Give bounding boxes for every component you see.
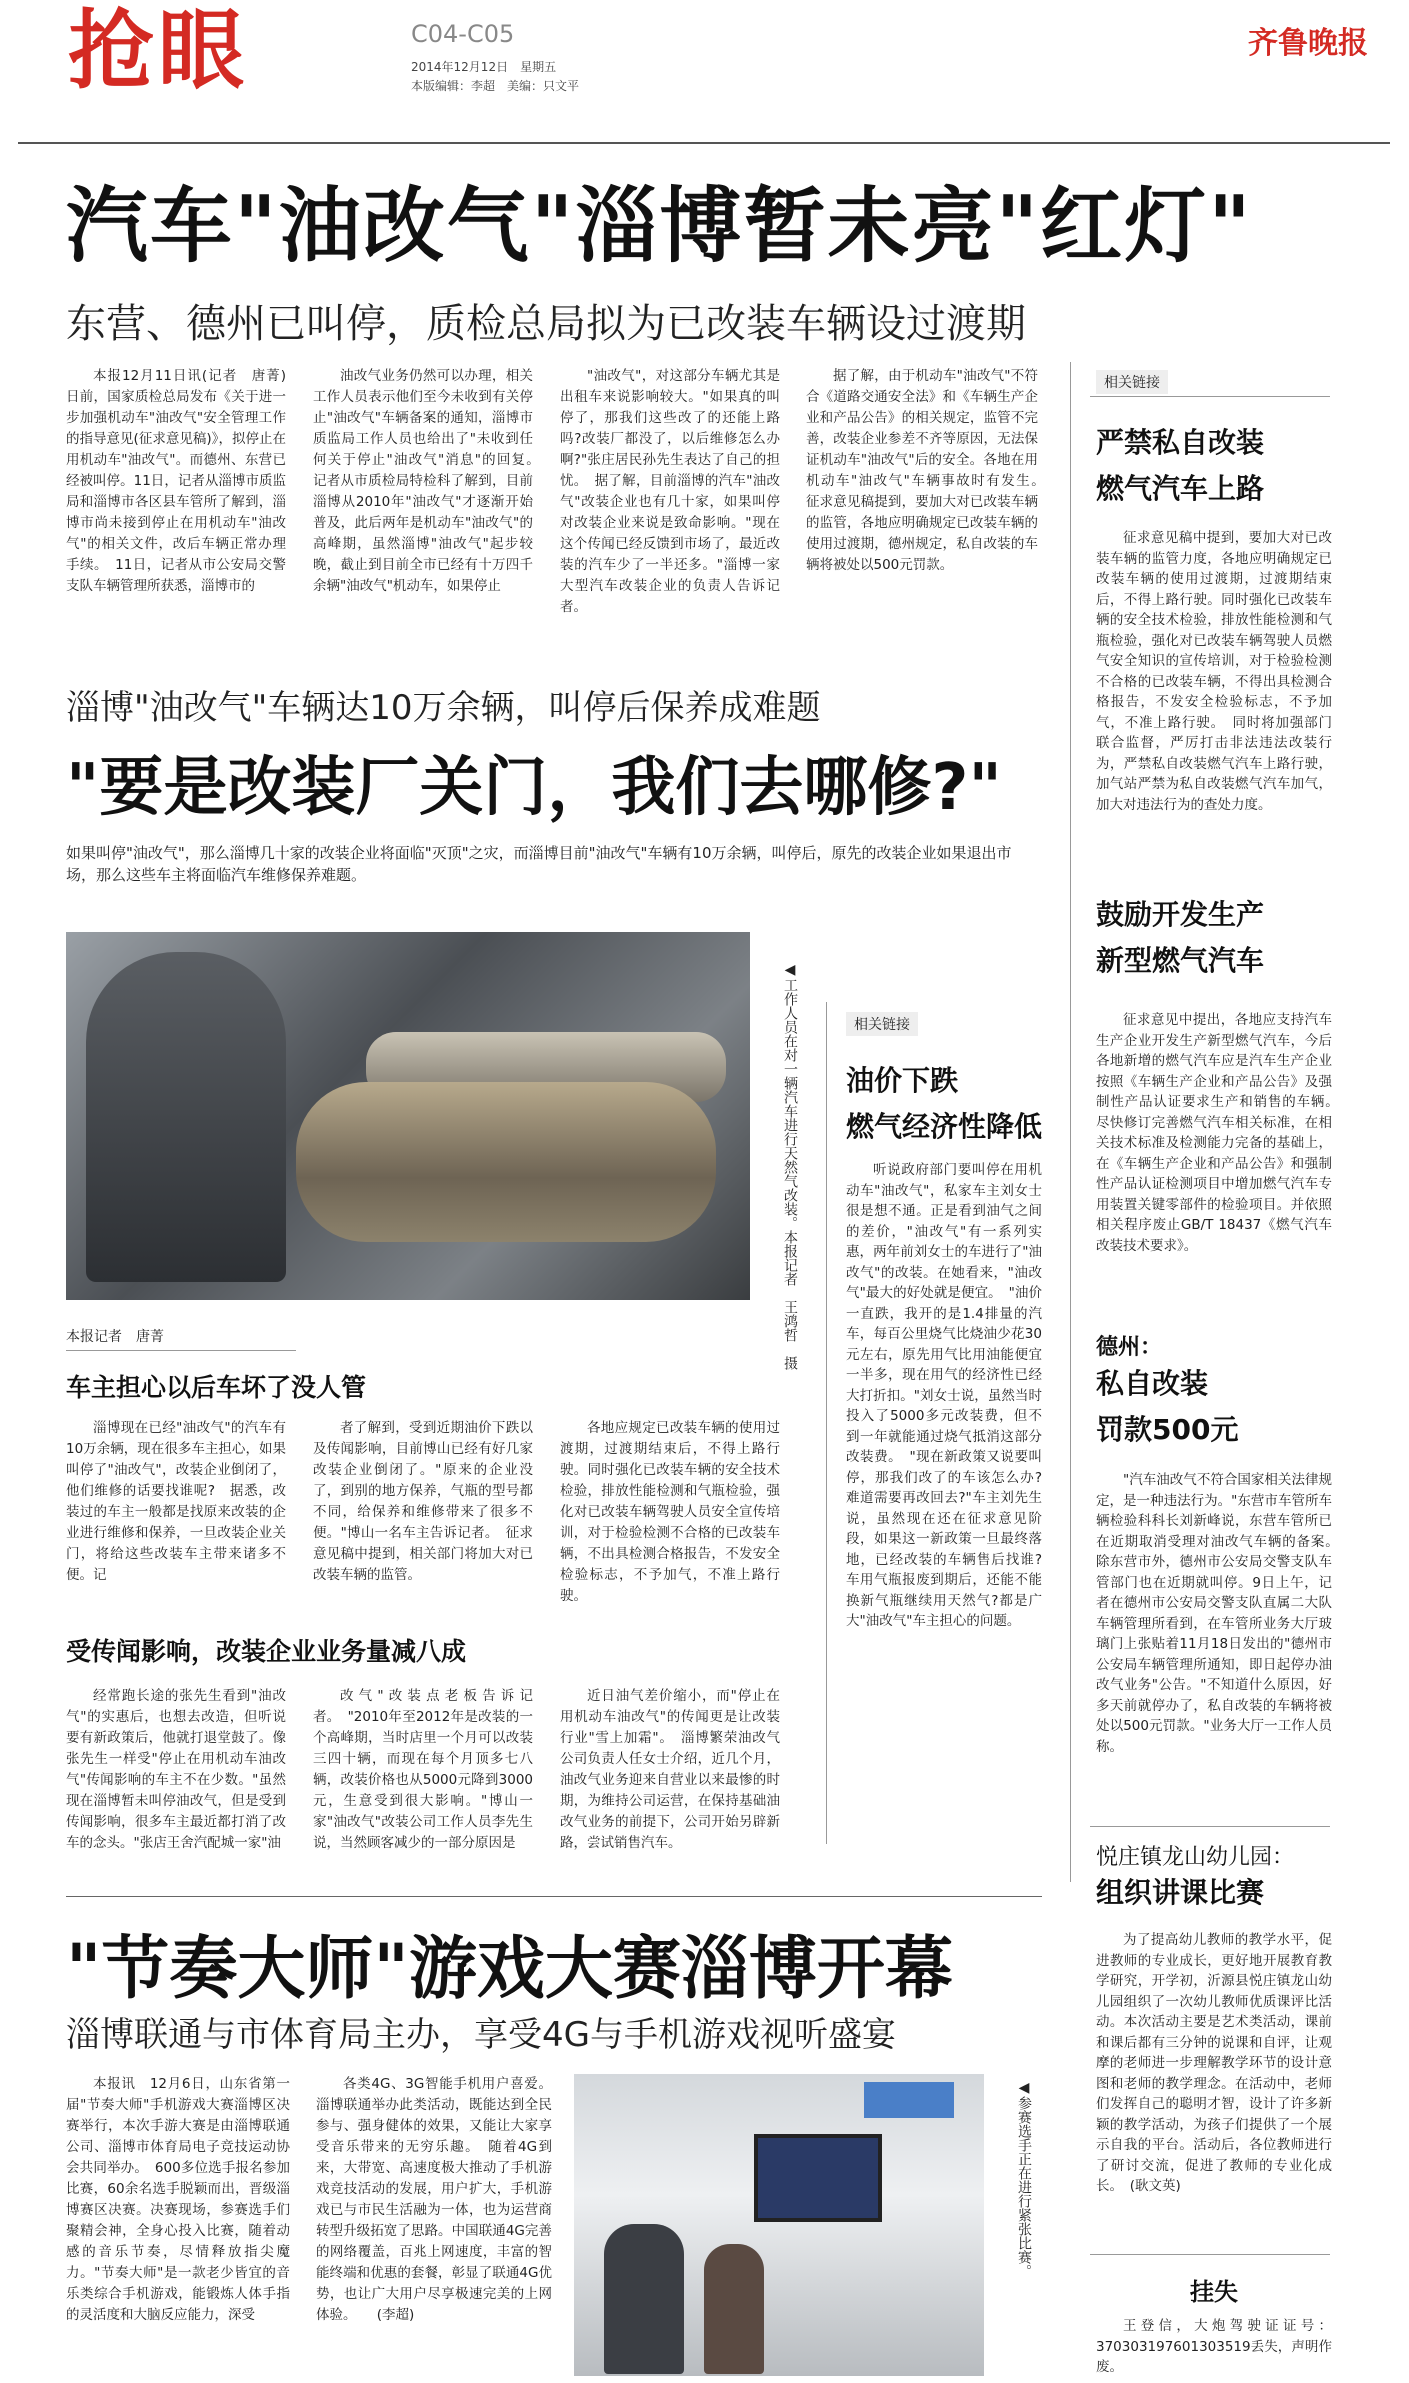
story3-deck: 淄博联通与市体育局主办，享受4G与手机游戏视听盛宴 bbox=[66, 2015, 896, 2055]
sidebar-text4-body: 为了提高幼儿教师的教学水平，促进教师的专业成长，更好地开展教育教学研究，开学初，沂源县悦庄镇龙山幼儿园组织了一次幼儿教师优质课评比活动。本次活动主要是艺术类活动，课前和课后都有三分钟的说课和自评，让观摩的老师进一步理解教学环节的设计意图和老师的教学理念。在活动中，老师们发挥自己的聪明才智，设计了许多新颖的教学活动，为孩子们提供了一个展示自我的平台。活动后，各位教师进行了研讨交流，促进了教师的专业化成长。 (耿文英) bbox=[1096, 1932, 1332, 2194]
editors-line: 本版编辑：李超 美编：只文平 bbox=[411, 79, 580, 93]
photo-screen bbox=[754, 2134, 882, 2222]
sidebar-head1-line1: 严禁私自改装 bbox=[1096, 426, 1265, 459]
section-head-owners: 车主担心以后车坏了没人管 bbox=[66, 1373, 367, 1402]
story1-col1-text: 本报12月11日讯(记者 唐菁) 日前，国家质检总局发布《关于进一步加强机动车"油改气"安全管理工作的指导意见(征求意见稿)》，拟停止在用机动车"油改气"。而德州、东营已经被叫停。11日，记者从淄博市质监局和淄博市各区县车管所了解到，淄博市尚未接到停止在用机动车"油改气"的相关文件，改后车辆正常办理手续。 11日，记者从市公安局交警支队车辆管理所获悉，淄博市的 bbox=[66, 368, 300, 594]
sidebar-head3-line1: 私自改装 bbox=[1096, 1367, 1209, 1400]
sidebar-label: 相关链接 bbox=[1096, 370, 1168, 394]
story3-rule bbox=[66, 1896, 1042, 1897]
sec1-col1-text: 淄博现在已经"油改气"的汽车有10万余辆，现在很多车主担心，如果叫停了"油改气"，改装企业倒闭了，他们维修的话要找谁呢? 据悉，改装过的车主一般都是找原来改装的企业进行维修和保养，一旦改装企业关门，将给这些改装车主带来诸多不便。记 bbox=[66, 1420, 286, 1583]
photo-sign bbox=[864, 2082, 954, 2118]
box-text-body: 听说政府部门要叫停在用机动车"油改气"，私家车主刘女士很是想不通。正是看到油气之间的差价，"油改气"有一系列实惠，两年前刘女士的车进行了"油改气"的改装。在她看来，"油改气"最大的好处就是便宜。 "油价一直跌，我开的是1.4排量的汽车，每百公里烧气比烧油少花30元左右，原先用气比用油能便宜一半多，现在用气的经济性已经大打折扣。"刘女士说，虽然当时投入了5000多元改装费，但不到一年就能通过烧气抵消这部分改装费。 "现在新政策又说要叫停，那我们改了的车该怎么办?难道需要再改回去?"车主刘先生说，虽然现在还在征求意见阶段，如果这一新政策一旦最终落地，已经改装的车辆售后找谁?车用气瓶报废到期后，还能不能换新气瓶继续用天然气?都是广大"油改气"车主担心的问题。 bbox=[846, 1162, 1042, 1629]
photo1-caption: ◀工作人员在对一辆汽车进行天然气改装。本报记者 王鸿哲 摄 bbox=[782, 962, 798, 1370]
box-text bbox=[846, 1160, 1042, 1632]
story1-deck: 东营、德州已叫停，质检总局拟为已改装车辆设过渡期 bbox=[66, 301, 1026, 347]
sidebar-head4: 组织讲课比赛 bbox=[1096, 1876, 1265, 1909]
story1-col2 bbox=[313, 366, 547, 597]
story1-col3 bbox=[560, 366, 780, 618]
sec1-col2 bbox=[313, 1418, 533, 1586]
sidebar-head3-pre: 德州： bbox=[1096, 1335, 1163, 1360]
issue-date: 2014年12月12日 星期五 bbox=[411, 60, 557, 74]
sec1-col3 bbox=[560, 1418, 780, 1607]
sidebar-text5-body: 王登信，大炮驾驶证证号：370303197601303519丢失，声明作废。 bbox=[1096, 2318, 1332, 2375]
newspaper-logo: 齐鲁晚报 bbox=[1248, 26, 1368, 61]
sidebar-head2-line2: 新型燃气汽车 bbox=[1096, 944, 1265, 977]
story2-lead: 如果叫停"油改气"，那么淄博几十家的改装企业将面临"灭顶"之灾，而淄博目前"油改气"车辆有10万余辆，叫停后，原先的改装企业如果退出市场，那么这些车主将面临汽车维修保养难题。 bbox=[66, 844, 1012, 884]
sec2-col3-text: 近日油气差价缩小，而"停止在用机动车油改气"的传闻更是让改装行业"雪上加霜"。 淄博繁荣油改气公司负责人任女士介绍，近几个月，油改气业务迎来自营业以来最惨的时期，为维持公司运营，在保持基础油改气业务的前提下，公司开始另辟新路，尝试销售汽车。 bbox=[560, 1688, 780, 1851]
box-headline-line2: 燃气经济性降低 bbox=[846, 1110, 1043, 1143]
sec1-col1 bbox=[66, 1418, 286, 1586]
sidebar-text5 bbox=[1096, 2316, 1332, 2378]
sidebar-text4 bbox=[1096, 1930, 1332, 2197]
related-link-label: 相关链接 bbox=[846, 1012, 918, 1036]
photo-game-contest bbox=[574, 2074, 984, 2376]
story1-col1 bbox=[66, 366, 300, 597]
sidebar-text1-body: 征求意见稿中提到，要加大对已改装车辆的监管力度，各地应明确规定已改装车辆的使用过渡期，过渡期结束后，不得上路行驶。同时强化已改装车辆的安全技术检验，排放性能检测和气瓶检验，强化对已改装车辆驾驶人员燃气安全知识的宣传培训，对于检验检测不合格的已改装车辆，不得出具检测合格报告，不发安全检验标志，不予加气，不准上路行驶。 同时将加强部门联合监督，严厉打击非法违法改装行为，严禁私自改装燃气汽车上路行驶，加气站严禁为私自改装燃气汽车加气，加大对违法行为的查处力度。 bbox=[1096, 530, 1332, 813]
sidebar-rule3 bbox=[1090, 2254, 1330, 2255]
issue-info bbox=[411, 58, 579, 96]
sidebar-head3-line2: 罚款500元 bbox=[1096, 1413, 1239, 1446]
photo-worker bbox=[86, 952, 286, 1282]
column-divider bbox=[1070, 362, 1071, 1882]
story1-col2-text: 油改气业务仍然可以办理，相关工作人员表示他们至今未收到有关停止"油改气"车辆备案的通知，淄博市质监局工作人员也给出了"未收到任何关于停止"油改气"消息"的回复。 记者从市质检局特检科了解到，目前淄博从2010年"油改气"才逐渐开始普及，此后两年是机动车"油改气"的高峰期，虽然淄博"油改气"起步较晚，截止到目前全市已经有十万四千余辆"油改气"机动车，如果停止 bbox=[313, 368, 547, 594]
sec2-col1-text: 经常跑长途的张先生看到"油改气"的实惠后，也想去改造，但听说要有新政策后，他就打退堂鼓了。像张先生一样受"停止在用机动车油改气"传闻影响的车主不在少数。"虽然现在淄博暂未叫停油改气，但是受到传闻影响，很多车主最近都打消了改车的念头。"张店王舍汽配城一家"油 bbox=[66, 1688, 286, 1851]
sidebar-head1 bbox=[1096, 420, 1264, 512]
sidebar-head1-line2: 燃气汽车上路 bbox=[1096, 472, 1265, 505]
story2-subhead: 淄博"油改气"车辆达10万余辆，叫停后保养成难题 bbox=[66, 688, 821, 728]
header-rule bbox=[18, 142, 1390, 144]
sec2-col3 bbox=[560, 1686, 780, 1854]
sec2-col2-text: 改气"改装点老板告诉记者。 "2010年至2012年是改装的一个高峰期，当时店里一个月可以改装三四十辆，而现在每个月顶多七八辆，改装价格也从5000元降到3000元，生意受到很大影响。"博山一家"油改气"改装公司工作人员李先生说，当然顾客减少的一部分原因是 bbox=[313, 1688, 533, 1851]
sec1-col3-text: 各地应规定已改装车辆的使用过渡期，过渡期结束后，不得上路行驶。同时强化已改装车辆的安全技术检验，排放性能检测和气瓶检验，强化对已改装车辆驾驶人员安全宣传培训，对于检验检测不合格的已改装车辆，不出具检测合格报告，不发安全检验标志，不予加气，不准上路行驶。 bbox=[560, 1420, 780, 1604]
photo2-caption: ◀参赛选手正在进行紧张比赛。 bbox=[1016, 2080, 1032, 2278]
story2-headline: "要是改装厂关门，我们去哪修?" bbox=[66, 751, 1002, 825]
story1-col4-text: 据了解，由于机动车"油改气"不符合《道路交通安全法》和《车辆生产企业和产品公告》的相关规定，监管不完善，改装企业参差不齐等原因，无法保证机动车"油改气"后的安全。各地在用机动车"油改气"车辆事故时有发生。 征求意见稿提到，要加大对已改装车辆的监管，各地应明确规定已改装车辆的使用过渡期，德州规定，私自改装的车辆将被处以500元罚款。 bbox=[806, 368, 1052, 573]
story3-col2-text: 各类4G、3G智能手机用户喜爱。淄博联通举办此类活动，既能达到全民参与、强身健体的效果，又能让大家享受音乐带来的无穷乐趣。 随着4G到来，大带宽、高速度极大推动了手机游戏竞技活动的发展，用户扩大，手机游戏已与市民生活融为一体，也为运营商转型升级拓宽了思路。中国联通4G完善的网络覆盖，百兆上网速度，丰富的智能终端和优惠的套餐，彰显了联通4G优势，也让广大用户尽享极速完美的上网体验。 (李超) bbox=[316, 2076, 552, 2323]
box-headline-line1: 油价下跌 bbox=[846, 1064, 959, 1097]
story3-col1-text: 本报讯 12月6日，山东省第一届"节奏大师"手机游戏大赛淄博区决赛举行，本次手游大赛是由淄博联通公司、淄博市体育局电子竞技运动协会共同举办。 600多位选手报名参加比赛，60余名选手脱颖而出，晋级淄博赛区决赛。决赛现场，参赛选手们聚精会神，全身心投入比赛，随着动感的音乐节奏，尽情释放指尖魔力。"节奏大师"是一款老少皆宜的音乐类综合手机游戏，能锻炼人体手指的灵活度和大脑反应能力，深受 bbox=[66, 2076, 290, 2323]
sidebar-head4-pre: 悦庄镇龙山幼儿园： bbox=[1096, 1845, 1295, 1870]
section-title: 抢眼 bbox=[68, 1, 248, 101]
sec1-col2-text: 者了解到，受到近期油价下跌以及传闻影响，目前博山已经有好几家改装企业倒闭了。"原来的企业没了，到别的地方保养，气瓶的型号都不同，给保养和维修带来了很多不便。"博山一名车主告诉记者。 征求意见稿中提到，相关部门将加大对已改装车辆的监管。 bbox=[313, 1420, 533, 1583]
sidebar-text2-body: 征求意见中提出，各地应支持汽车生产企业开发生产新型燃气汽车，今后各地新增的燃气汽车应是汽车生产企业按照《车辆生产企业和产品公告》及强制性产品认证要求生产和销售的车辆。 尽快修订完善燃气汽车相关标准，在相关技术标准及检测能力完备的基础上，在《车辆生产企业和产品公告》和强制性产品认证检测项目中增加燃气汽车专用装置关键零部件的检验项目。并依照相关程序废止GB/T 18437《燃气汽车改装技术要求》。 bbox=[1096, 1012, 1346, 1254]
sidebar-head3 bbox=[1096, 1330, 1238, 1453]
sidebar-rule bbox=[1090, 396, 1330, 397]
sidebar-head2-line1: 鼓励开发生产 bbox=[1096, 898, 1265, 931]
reporter-credit: 本报记者 唐菁 bbox=[66, 1329, 164, 1345]
photo-contestant bbox=[604, 2224, 684, 2374]
sidebar-text2 bbox=[1096, 1010, 1346, 1256]
photo-gas-tank-refit bbox=[66, 932, 750, 1300]
sidebar-head2 bbox=[1096, 892, 1264, 984]
story1-col4 bbox=[806, 366, 1052, 576]
sidebar-text1 bbox=[1096, 528, 1332, 815]
sidebar-rule2 bbox=[1090, 1826, 1330, 1827]
sidebar-head5: 挂失 bbox=[1190, 2278, 1238, 2306]
story3-headline: "节奏大师"游戏大赛淄博开幕 bbox=[66, 1930, 953, 2009]
section-head-business: 受传闻影响，改装企业业务量减八成 bbox=[66, 1637, 467, 1666]
sec2-col1 bbox=[66, 1686, 286, 1854]
box-divider bbox=[826, 1002, 827, 1844]
photo-gas-tank bbox=[296, 1082, 716, 1242]
photo-contestant2 bbox=[704, 2244, 764, 2374]
credit-rule bbox=[66, 1350, 296, 1351]
sidebar-text3 bbox=[1096, 1470, 1346, 1757]
story1-headline: 汽车"油改气"淄博暂未亮"红灯" bbox=[66, 179, 1253, 274]
story1-col3-text: "油改气"，对这部分车辆尤其是出租车来说影响较大。"如果真的叫停了，那我们这些改了的还能上路吗?改装厂都没了，以后维修怎么办啊?"张庄居民孙先生表达了自己的担忧。 据了解，目前淄博的汽车"油改气"改装企业也有几十家，如果叫停对改装企业来说是致命影响。"现在这个传闻已经反馈到市场了，最近改装的汽车少了一半还多。"淄博一家大型汽车改装企业的负责人告诉记者。 bbox=[560, 368, 780, 615]
box-headline bbox=[846, 1058, 1042, 1150]
story3-col1 bbox=[66, 2074, 290, 2326]
page-number: C04-C05 bbox=[411, 20, 515, 48]
story3-col2 bbox=[316, 2074, 552, 2326]
sidebar-text3-body: "汽车油改气不符合国家相关法律规定，是一种违法行为。"东营市车管所车辆检验科科长刘新峰说，东营车管所已在近期取消受理对油改气车辆的备案。 除东营市外，德州市公安局交警支队车管部门也在近期就叫停。9日上午，记者在德州市公安局交警支队直属二大队车辆管理所看到，在车管所业务大厅玻璃门上张贴着11月18日发出的"德州市公安局车辆管理所通知，即日起停办油改气业务"公告。"不知道什么原因，好多天前就停办了，私自改装的车辆将被处以500元罚款。"业务大厅一工作人员称。 bbox=[1096, 1472, 1346, 1755]
sec2-col2 bbox=[313, 1686, 533, 1854]
